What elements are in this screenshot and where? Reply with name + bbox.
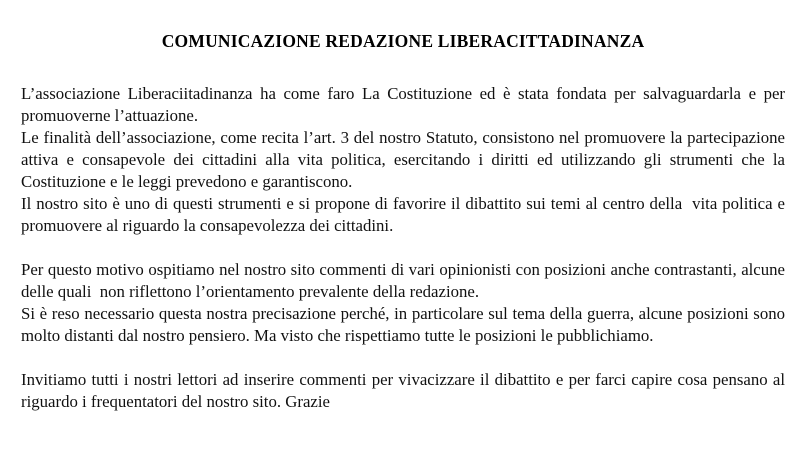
paragraph-opinions-hosted: Per questo motivo ospitiamo nel nostro sito commenti di vari opinionisti con posizioni anche contrastanti, alcune delle quali non riflettono l’orientamento prevalente della redazione. <box>21 260 790 301</box>
document-title: COMUNICAZIONE REDAZIONE LIBERACITTADINANZA <box>161 31 645 51</box>
paragraph-site-purpose: Il nostro sito è uno di questi strumenti e si propone di favorire il dibattito sui temi al centro della vita politica e promuovere al riguardo la consapevolezza dei cittadini. <box>21 194 790 235</box>
paragraph-clarification-war: Si è reso necessario questa nostra precisazione perché, in particolare sul tema della guerra, alcune posizioni sono molto distanti dal nostro pensiero. Ma visto che rispettiamo tutte le posizioni le pubblichiamo. <box>21 304 794 345</box>
paragraph-invitation-comments: Invitiamo tutti i nostri lettori ad inserire commenti per vivacizzare il dibattito e per farci capire cosa pensano al riguardo i frequentatori del nostro sito. Grazie <box>21 370 790 411</box>
paragraph-association-intro: L’associazione Liberaciitadinanza ha come faro La Costituzione ed è stata fondata per salvaguardarla e per promuoverne l’attuazione. <box>21 84 790 125</box>
paragraph-statute-goals: Le finalità dell’associazione, come recita l’art. 3 del nostro Statuto, consistono nel promuovere la partecipazione attiva e consapevole dei cittadini alla vita politica, esercitando i diritti ed utilizzando gli strumenti che la Costituzione e le leggi prevedono e garantiscono. <box>21 128 790 191</box>
